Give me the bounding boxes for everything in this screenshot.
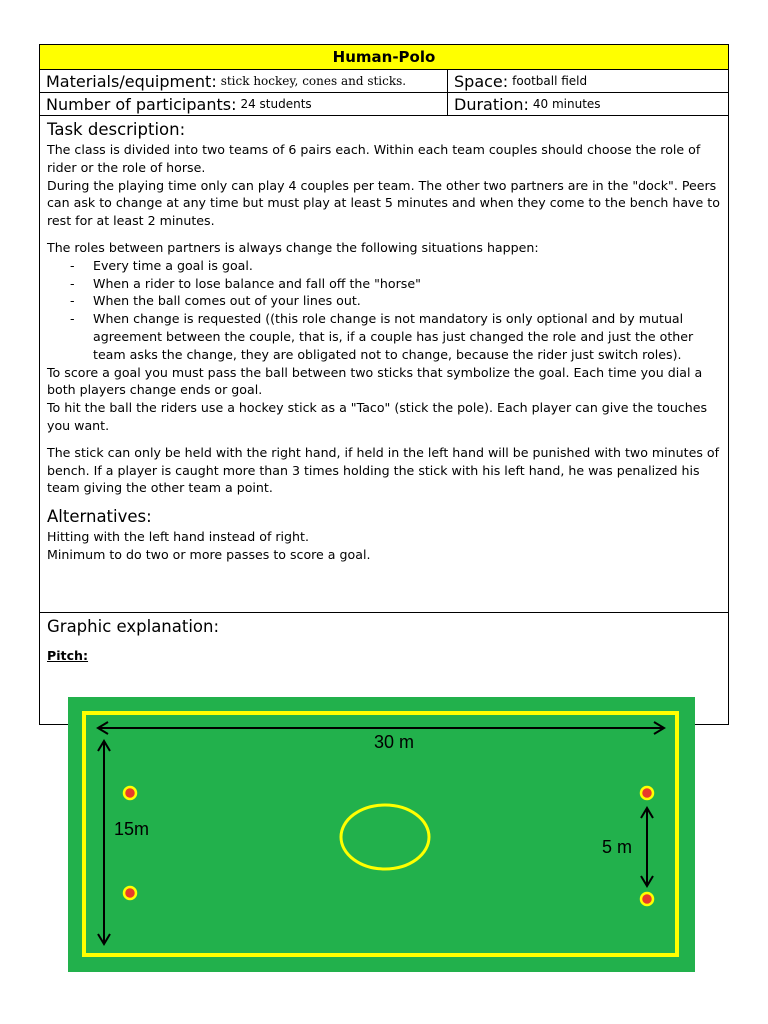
space-cell: [448, 70, 728, 92]
duration-label: Duration:: [454, 94, 529, 114]
cone-marker: [124, 787, 136, 799]
task-description-section: [40, 116, 728, 613]
list-item: - Every time a goal is goal.: [70, 257, 253, 273]
list-item: - When a rider to lose balance and fall off the "horse": [70, 275, 421, 291]
duration-cell: [448, 93, 728, 115]
materials-label: Materials/equipment:: [46, 71, 217, 91]
cone-marker: [641, 893, 653, 905]
duration-value: 40 minutes: [532, 97, 601, 111]
task-paragraph-3: The roles between partners is always change the following situations happen:: [47, 239, 539, 255]
pitch-label: Pitch:: [47, 648, 89, 663]
role-change-list: [47, 257, 721, 364]
participants-duration-row: [40, 93, 728, 116]
list-item: - When change is requested ((this role change is not mandatory is only optional and by mutual agreement between the couple, that is, if a couple has just changed the role and just the other team asks the change, they are obligated not to change, because the rider just switch roles).: [70, 311, 694, 362]
cone-marker: [641, 787, 653, 799]
width-label: 30 m: [373, 732, 415, 752]
task-paragraph-4: To score a goal you must pass the ball between two sticks that symbolize the goal. Each time you dial a both players change ends or goal.: [47, 364, 703, 398]
task-paragraph-6: The stick can only be held with the right hand, if held in the left hand will be punished with two minutes of bench. If a player is caught more than 3 times holding the stick with his left hand, he was penalized his team giving the other team a point.: [47, 444, 720, 496]
cone-marker: [124, 887, 136, 899]
goal-width-label: 5 m: [602, 837, 633, 857]
activity-sheet: [39, 44, 729, 725]
materials-cell: [40, 70, 448, 92]
task-paragraph-2: During the playing time only can play 4 couples per team. The other two partners are in the "dock". Peers can ask to change at any time but must play at least 5 minutes and when they come to the bench have to rest for at least 2 minutes.: [47, 177, 720, 229]
task-paragraph-1: The class is divided into two teams of 6 pairs each. Within each team couples should choose the role of rider or the role of horse.: [47, 142, 701, 175]
height-label: 15m: [114, 819, 150, 839]
materials-space-row: [40, 70, 728, 93]
space-label: Space:: [454, 71, 509, 91]
participants-label: Number of participants:: [46, 94, 237, 114]
graphic-heading: Graphic explanation:: [47, 617, 220, 636]
alternative-1: Hitting with the left hand instead of right.: [47, 529, 309, 545]
task-heading: Task description:: [47, 120, 186, 139]
task-paragraph-5: To hit the ball the riders use a hockey stick as a "Taco" (stick the pole). Each player can give the touches you want.: [47, 400, 708, 433]
participants-cell: [40, 93, 448, 115]
sheet-title: Human-Polo: [40, 45, 728, 70]
space-value: football field: [512, 74, 588, 88]
materials-value: stick hockey, cones and sticks.: [220, 74, 407, 88]
list-item: - When the ball comes out of your lines out.: [70, 293, 361, 309]
participants-value: 24 students: [240, 97, 312, 111]
alternative-2: Minimum to do two or more passes to score a goal.: [47, 546, 371, 562]
pitch-diagram: [68, 697, 695, 972]
alternatives-heading: Alternatives:: [47, 507, 152, 527]
